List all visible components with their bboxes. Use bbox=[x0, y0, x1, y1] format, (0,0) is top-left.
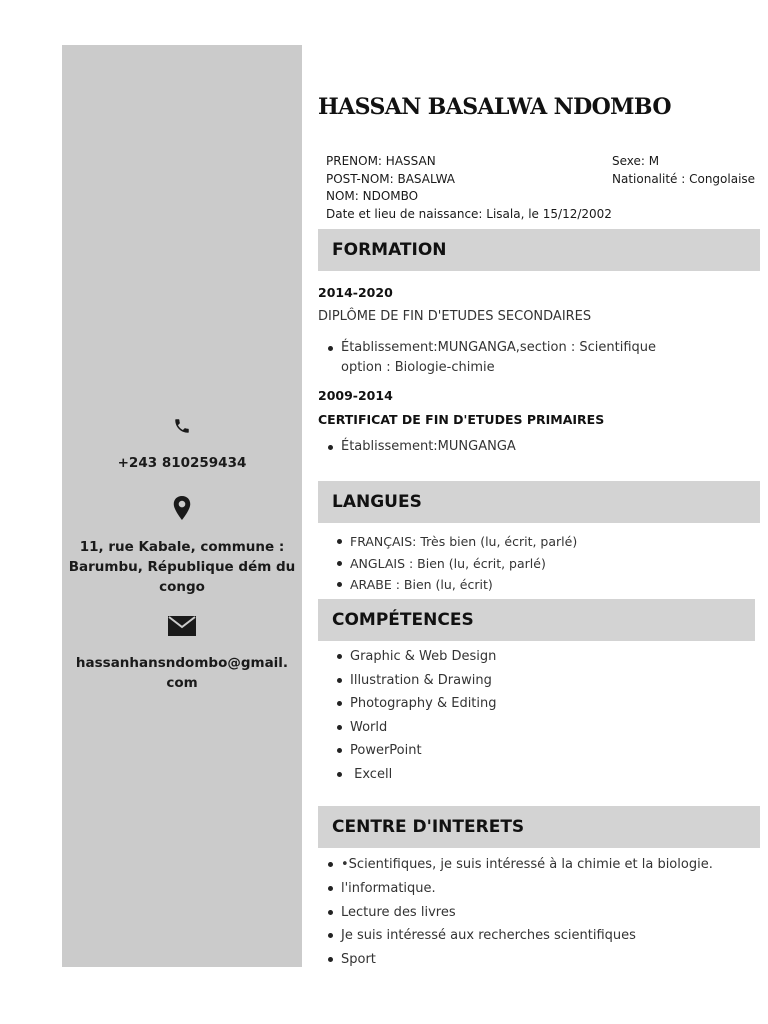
list-item: PowerPoint bbox=[336, 739, 497, 763]
list-item: Illustration & Drawing bbox=[336, 669, 497, 693]
address-contact bbox=[62, 495, 302, 597]
phone-contact bbox=[62, 415, 302, 473]
list-item: Sport bbox=[327, 948, 713, 972]
list-item: Établissement:MUNGANGA bbox=[327, 437, 516, 457]
candidate-name: HASSAN BASALWA NDOMBO bbox=[318, 94, 671, 120]
list-item: ANGLAIS : Bien (lu, écrit, parlé) bbox=[336, 553, 577, 575]
map-pin-icon bbox=[62, 495, 302, 527]
phone-icon bbox=[62, 415, 302, 443]
competences-list bbox=[336, 645, 497, 787]
list-item: World bbox=[336, 716, 497, 740]
formation-details bbox=[327, 338, 671, 378]
list-item: Excell bbox=[336, 763, 497, 787]
formation-years: 2009-2014 bbox=[318, 388, 393, 403]
list-item: Je suis intéressé aux recherches scientifiques bbox=[327, 924, 713, 948]
address-text: 11, rue Kabale, commune : Barumbu, République dém du congo bbox=[68, 539, 296, 595]
list-item: •Scientifiques, je suis intéressé à la chimie et la biologie. bbox=[327, 853, 713, 877]
langues-list bbox=[336, 531, 577, 596]
info-nom: NOM: NDOMBO bbox=[326, 189, 419, 203]
personal-info bbox=[326, 153, 612, 223]
contact-sidebar bbox=[62, 45, 302, 967]
section-header-formation: FORMATION bbox=[318, 229, 760, 271]
formation-years: 2014-2020 bbox=[318, 285, 393, 300]
info-nationalite: Nationalité : Congolaise bbox=[612, 171, 756, 186]
email-contact bbox=[62, 615, 302, 693]
list-item: Graphic & Web Design bbox=[336, 645, 497, 669]
interets-list bbox=[327, 853, 713, 972]
list-item: Photography & Editing bbox=[336, 692, 497, 716]
list-item: l'informatique. bbox=[327, 877, 713, 901]
formation-degree: CERTIFICAT DE FIN D'ETUDES PRIMAIRES bbox=[318, 412, 605, 427]
list-item: Lecture des livres bbox=[327, 901, 713, 925]
list-item: ARABE : Bien (lu, écrit) bbox=[336, 574, 577, 596]
list-item: Établissement:MUNGANGA,section : Scientifique option : Biologie-chimie bbox=[327, 338, 671, 378]
info-birth: Date et lieu de naissance: Lisala, le 15/12/2002 bbox=[326, 206, 612, 221]
envelope-icon bbox=[62, 615, 302, 643]
info-sexe: Sexe: M bbox=[612, 154, 660, 168]
list-item: FRANÇAIS: Très bien (lu, écrit, parlé) bbox=[336, 531, 577, 553]
email-address[interactable]: hassanhansndombo@gmail.com bbox=[75, 655, 289, 691]
phone-number: +243 810259434 bbox=[117, 455, 247, 471]
info-prenom: PRENOM: HASSAN bbox=[326, 154, 436, 168]
formation-degree: DIPLÔME DE FIN D'ETUDES SECONDAIRES bbox=[318, 309, 592, 324]
section-header-langues: LANGUES bbox=[318, 481, 760, 523]
section-header-interets: CENTRE D'INTERETS bbox=[318, 806, 760, 848]
personal-info-secondary bbox=[612, 153, 755, 188]
info-post-nom: POST-NOM: BASALWA bbox=[326, 171, 455, 186]
formation-details bbox=[327, 437, 516, 457]
section-header-competences: COMPÉTENCES bbox=[318, 599, 755, 641]
